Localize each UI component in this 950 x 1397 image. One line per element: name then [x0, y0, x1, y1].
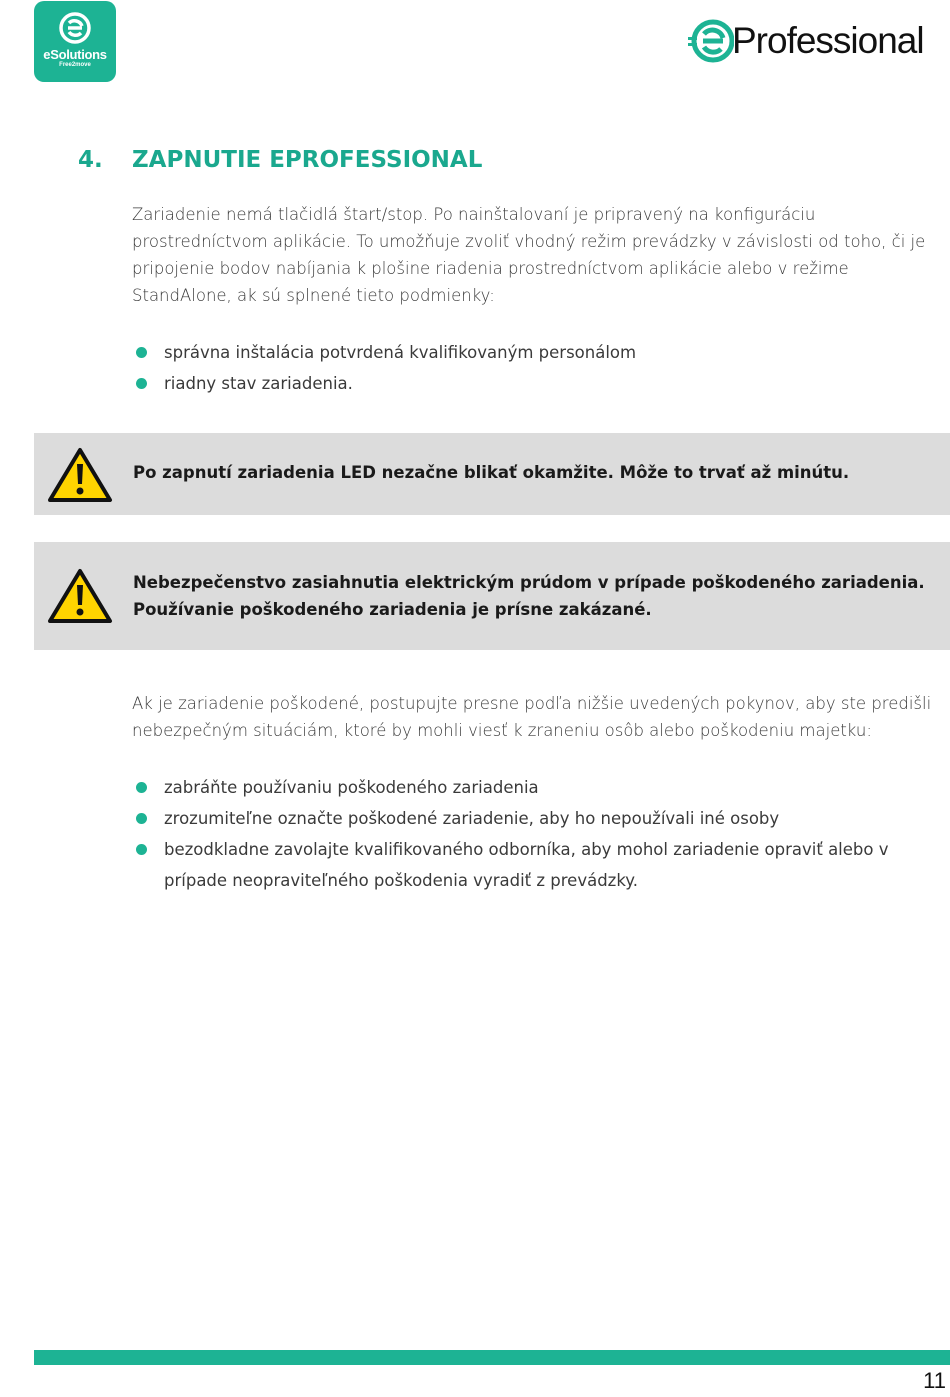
- section-number: 4.: [78, 147, 103, 173]
- list-item: zrozumiteľne označte poškodené zariadenie, aby ho nepoužívali iné osoby: [132, 803, 922, 834]
- esolutions-logo: [34, 1, 116, 82]
- list-item: bezodkladne zavolajte kvalifikovaného odborníka, aby mohol zariadenie opraviť alebo v prípade neopraviteľného poškodenia vyradiť z prevádzky.: [132, 834, 922, 896]
- esolutions-brand-text: eSolutions: [43, 47, 107, 62]
- warning-box-electric: [34, 542, 950, 650]
- list-item: riadny stav zariadenia.: [132, 368, 922, 399]
- eprofessional-wordmark: Professional: [732, 20, 924, 61]
- bullet-icon: [136, 813, 147, 824]
- footer-bar: [34, 1350, 950, 1365]
- bullet-icon: [136, 378, 147, 389]
- eprofessional-logo: [688, 18, 950, 64]
- section-title: ZAPNUTIE EPROFESSIONAL: [132, 147, 483, 173]
- warning-text: Nebezpečenstvo zasiahnutia elektrickým prúdom v prípade poškodeného zariadenia. Používanie poškodeného zariadenia je prísne zakázané.: [133, 573, 925, 619]
- page-number: 11: [923, 1368, 946, 1393]
- damage-steps-list: [132, 772, 922, 896]
- bullet-icon: [136, 844, 147, 855]
- section-heading: [78, 147, 482, 173]
- bullet-icon: [136, 782, 147, 793]
- esolutions-e-icon: [58, 11, 92, 45]
- warning-icon: [47, 447, 113, 503]
- warning-text: Po zapnutí zariadenia LED nezačne blikať okamžite. Môže to trvať až minútu.: [133, 463, 850, 482]
- damage-paragraph: Ak je zariadenie poškodené, postupujte presne podľa nižšie uvedených pokynov, aby ste predišli nebezpečným situáciám, ktoré by mohli viesť k zraneniu osôb alebo poškodeniu majetku:: [132, 694, 932, 740]
- warning-icon: [47, 568, 113, 624]
- esolutions-sub-text: Free2move: [59, 62, 91, 68]
- conditions-list: [132, 337, 922, 399]
- intro-paragraph: Zariadenie nemá tlačidlá štart/stop. Po nainštalovaní je pripravený na konfiguráciu prostredníctvom aplikácie. To umožňuje zvoliť vhodný režim prevádzky v závislosti od toho, či je pripojenie bodov nabíjania k plošine riadenia prostredníctvom aplikácie alebo v režime StandAlone, ak sú splnené tieto podmienky:: [132, 205, 926, 305]
- bullet-icon: [136, 347, 147, 358]
- list-item: zabráňte používaniu poškodeného zariadenia: [132, 772, 922, 803]
- eprofessional-e-icon: [688, 18, 734, 64]
- list-item: správna inštalácia potvrdená kvalifikovaným personálom: [132, 337, 922, 368]
- warning-box-led: [34, 433, 950, 515]
